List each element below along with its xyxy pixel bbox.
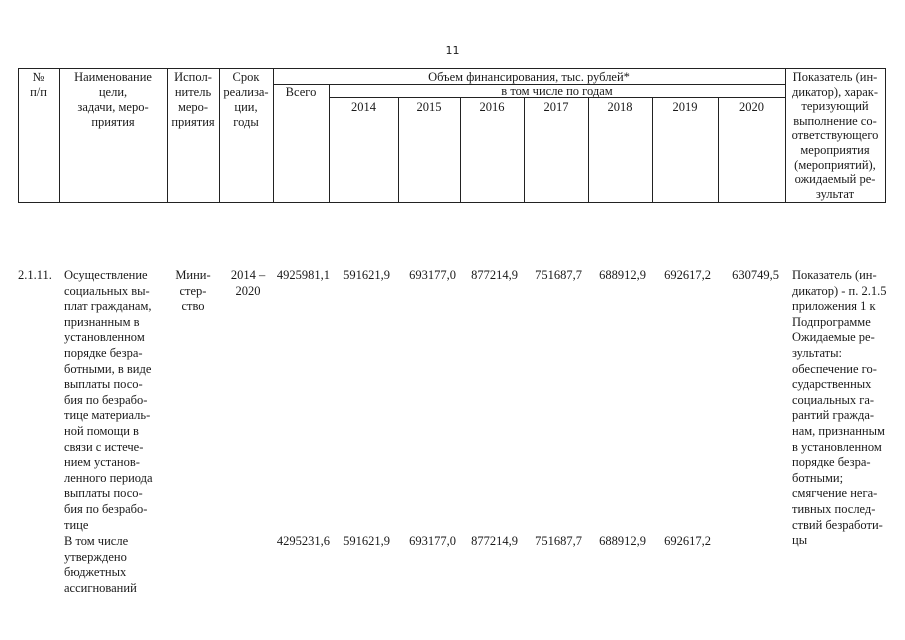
header-year-2015: 2015 <box>416 100 442 114</box>
subrow-label: В том числе утверждено бюджетных ассигнований <box>64 534 137 595</box>
row-number: 2.1.11. <box>18 268 52 282</box>
grid-line <box>885 68 886 203</box>
subrow-value-2015: 693177,0 <box>409 534 456 548</box>
subrow-value-2014: 591621,9 <box>343 534 390 548</box>
row-value-2017: 751687,7 <box>535 268 582 282</box>
header-year-2018: 2018 <box>607 100 633 114</box>
header-by-years: в том числе по годам <box>501 84 613 98</box>
header-bottom-border <box>18 202 885 203</box>
header-col-indicator: Показатель (ин- дикатор), харак- теризующий выполнение со- ответствующего мероприятия (мероприятий), ожидаемый ре- зультат <box>791 70 879 201</box>
header-col-number: № п/п <box>30 70 47 99</box>
page-number: 11 <box>445 44 460 57</box>
row-indicator: Показатель (ин- дикатор) - п. 2.1.5 приложения 1 к Подпрограмме Ожидаемые ре- зультаты: обеспечение го- сударственных социальных га- рантий гражда- нам, признанным в установленном порядке безра- ботными; смягчение нега- тивных послед- ствий безработи- цы <box>792 268 887 548</box>
header-col-total: Всего <box>285 85 317 99</box>
row-value-2020: 630749,5 <box>732 268 779 282</box>
row-value-2016: 877214,9 <box>471 268 518 282</box>
row-term: 2014 – 2020 <box>230 268 266 298</box>
row-value-2019: 692617,2 <box>664 268 711 282</box>
row-name: Осуществление социальных вы- плат гражданам, признанным в установленном порядке безра- ботными, в виде выплаты посо- бия по безрабо- тице материаль- ной помощи в связи с истече- нием установ- ленного периода выплаты посо- бия по безрабо- тице <box>64 268 153 532</box>
header-funding-title: Объем финансирования, тыс. рублей* <box>428 70 630 84</box>
subrow-value-2019: 692617,2 <box>664 534 711 548</box>
subrow-value-2017: 751687,7 <box>535 534 582 548</box>
subrow-total: 4295231,6 <box>276 534 330 548</box>
header-year-2019: 2019 <box>672 100 698 114</box>
row-total: 4925981,1 <box>276 268 330 282</box>
row-value-2015: 693177,0 <box>409 268 456 282</box>
header-col-term: Срок реализа- ции, годы <box>223 70 269 129</box>
header-year-2016: 2016 <box>479 100 505 114</box>
row-executor: Мини- стер- ство <box>175 268 211 314</box>
header-col-name: Наименование цели, задачи, меро- приятия <box>74 70 152 129</box>
header-year-2017: 2017 <box>543 100 569 114</box>
header-col-executor: Испол- нитель меро- приятия <box>171 70 215 129</box>
header-year-2020: 2020 <box>739 100 764 114</box>
subrow-value-2016: 877214,9 <box>471 534 518 548</box>
header-top-border <box>18 68 885 69</box>
row-value-2018: 688912,9 <box>599 268 646 282</box>
header-year-2014: 2014 <box>351 100 376 114</box>
subrow-value-2018: 688912,9 <box>599 534 646 548</box>
row-value-2014: 591621,9 <box>343 268 390 282</box>
